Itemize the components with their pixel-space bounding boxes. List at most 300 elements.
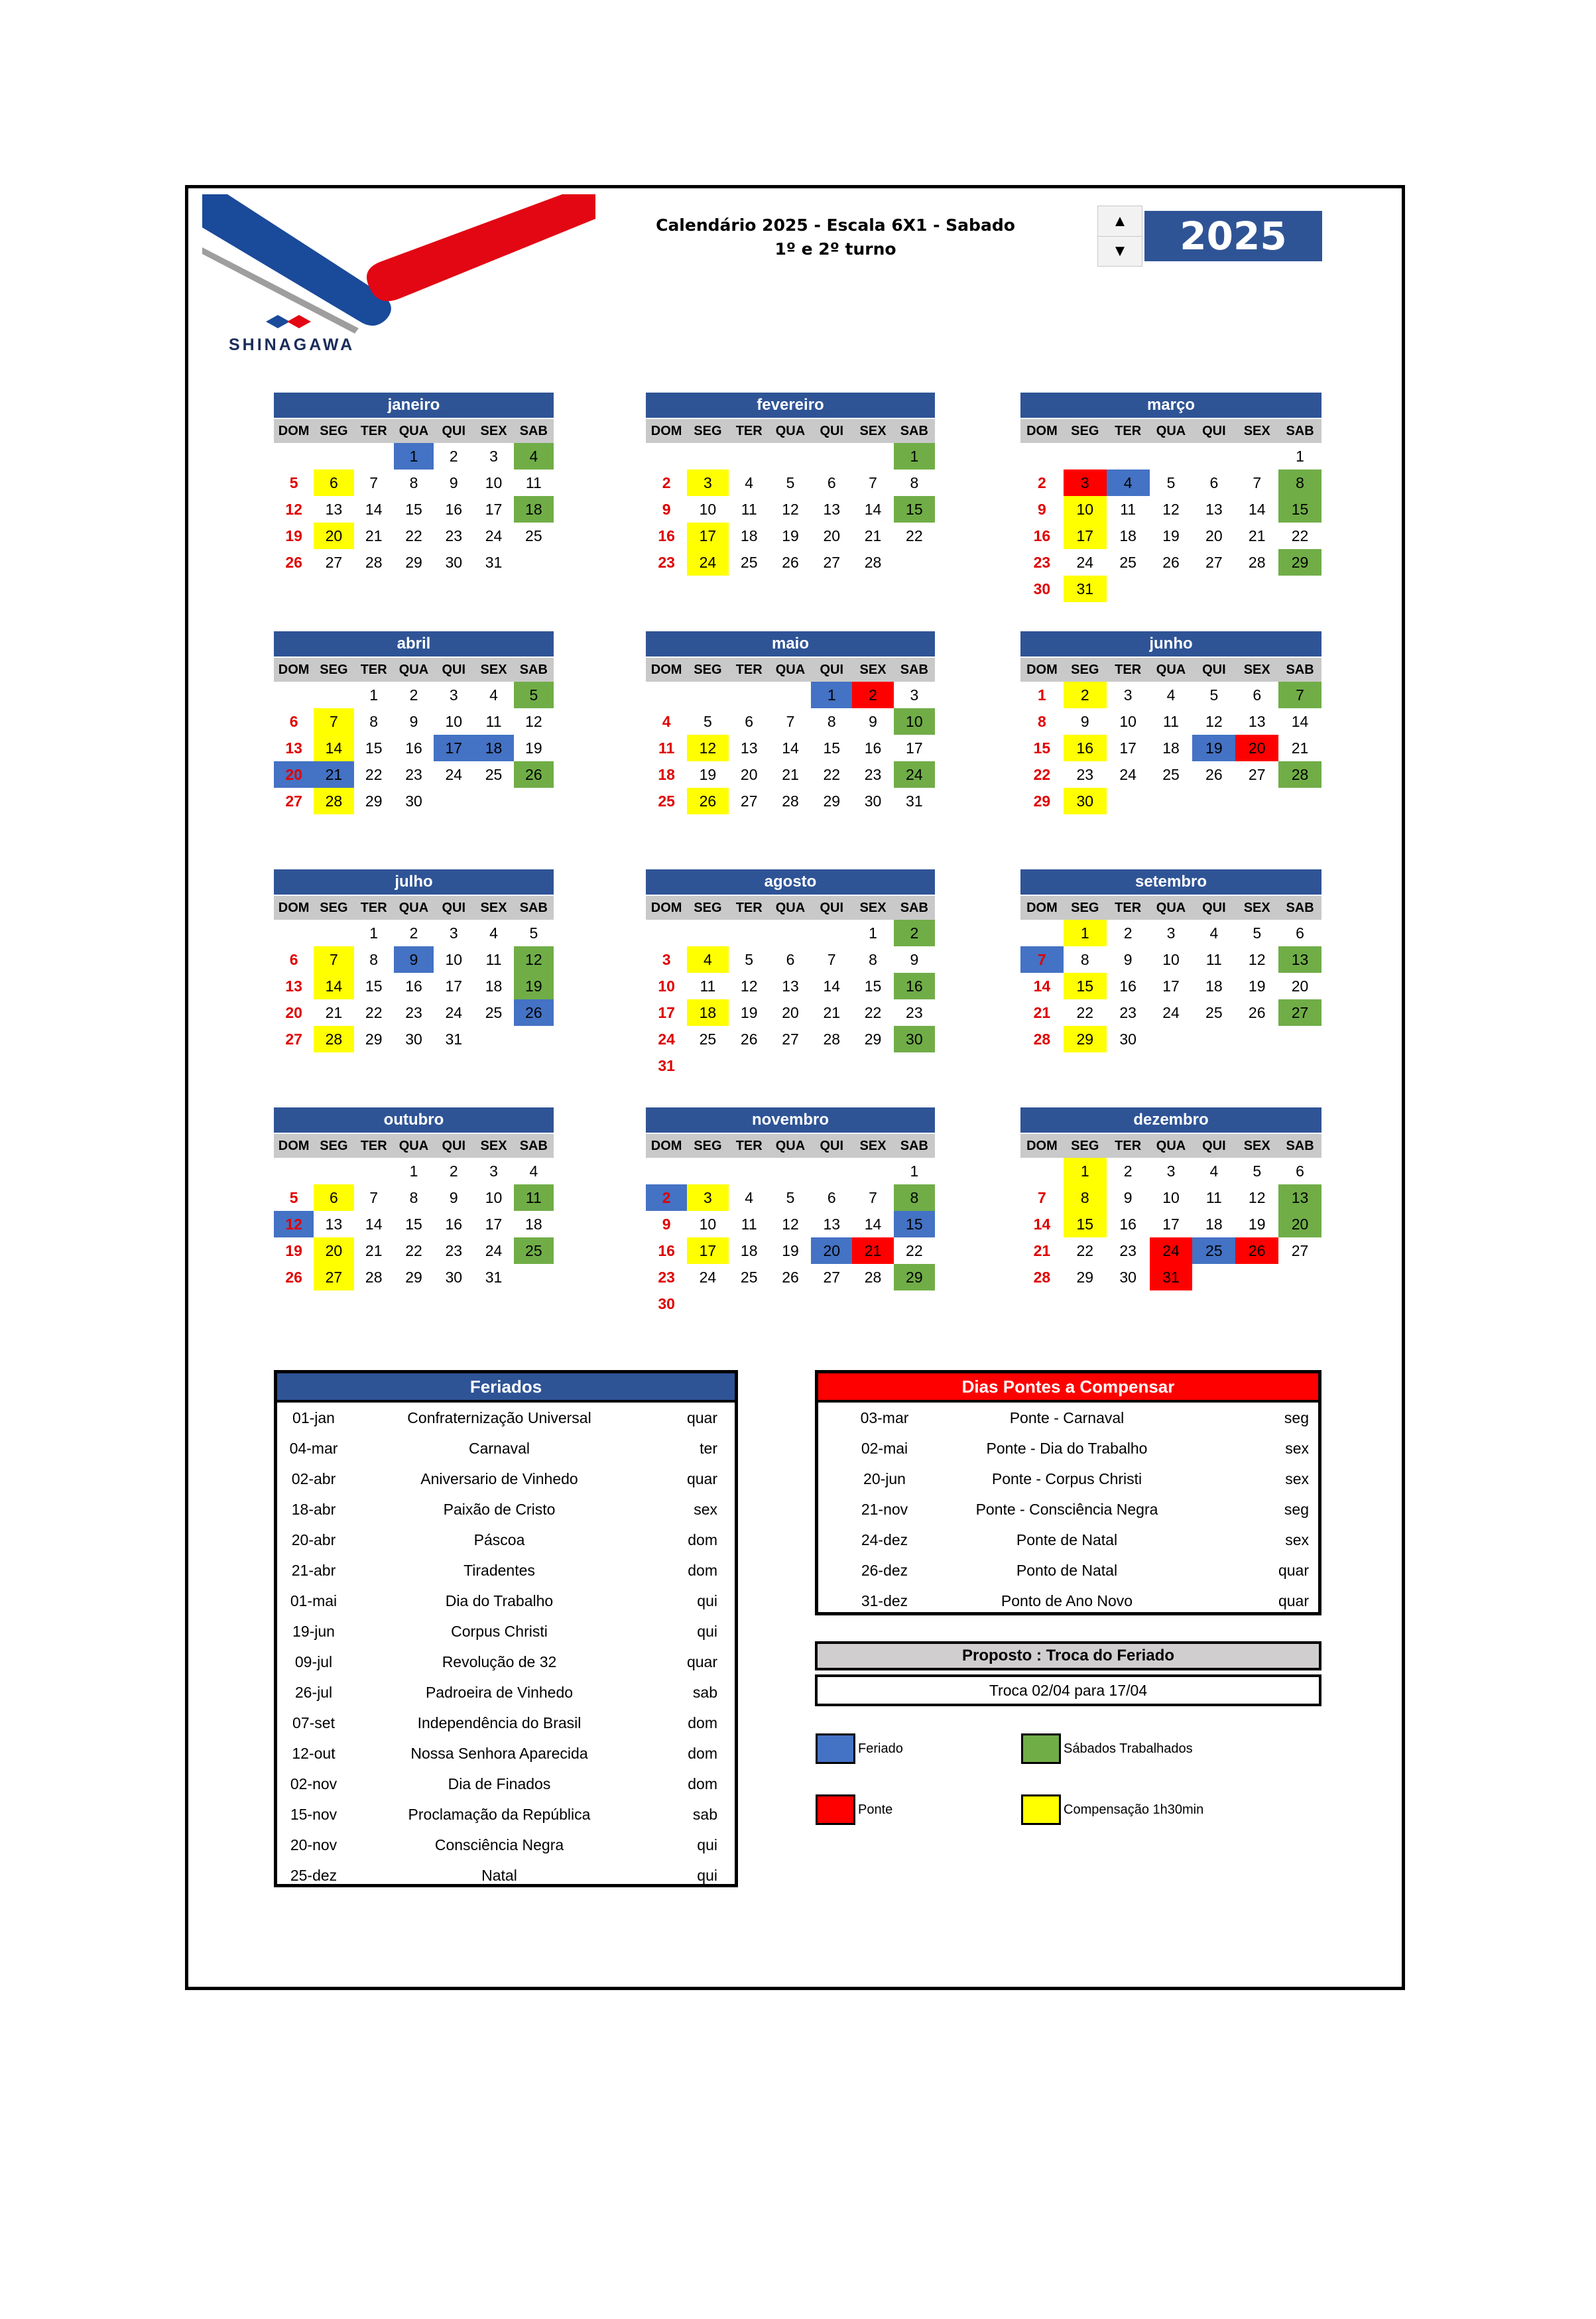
day-cell[interactable]: 2 (1123, 1162, 1133, 1180)
day-cell[interactable]: 13 (740, 739, 758, 757)
day-cell[interactable]: 25 (1205, 1003, 1223, 1021)
day-cell[interactable]: 16 (1119, 1215, 1136, 1233)
day-cell[interactable]: 18 (473, 735, 513, 761)
day-cell[interactable]: 13 (285, 739, 302, 757)
day-cell[interactable]: 9 (1123, 950, 1133, 968)
day-cell[interactable]: 3 (1166, 1162, 1176, 1180)
day-cell[interactable]: 21 (325, 1003, 343, 1021)
day-cell[interactable]: 7 (1038, 1188, 1046, 1206)
day-cell[interactable]: 5 (1209, 686, 1219, 704)
day-cell[interactable]: 24 (1119, 765, 1136, 783)
day-cell[interactable]: 2 (409, 686, 418, 704)
day-cell[interactable]: 2 (1064, 682, 1107, 708)
day-cell[interactable]: 6 (314, 1184, 353, 1211)
day-cell[interactable]: 14 (314, 973, 353, 999)
day-cell[interactable]: 1 (910, 1162, 919, 1180)
day-cell[interactable]: 8 (1080, 950, 1089, 968)
day-cell[interactable]: 17 (687, 1237, 728, 1264)
day-cell[interactable]: 9 (394, 946, 434, 973)
day-cell[interactable]: 10 (1119, 712, 1136, 730)
day-cell[interactable]: 1 (369, 924, 379, 942)
day-cell[interactable]: 3 (687, 1184, 728, 1211)
day-cell[interactable]: 28 (1033, 1268, 1051, 1286)
day-cell[interactable]: 28 (782, 792, 799, 810)
day-cell[interactable]: 27 (325, 553, 343, 571)
day-cell[interactable]: 17 (1162, 977, 1180, 995)
day-cell[interactable]: 7 (314, 708, 353, 735)
day-cell[interactable]: 10 (445, 712, 463, 730)
day-cell[interactable]: 17 (485, 500, 503, 518)
day-cell[interactable]: 17 (485, 1215, 503, 1233)
day-cell[interactable]: 3 (1064, 470, 1107, 496)
day-cell[interactable]: 3 (687, 470, 728, 496)
day-cell[interactable]: 9 (409, 712, 418, 730)
day-cell[interactable]: 16 (1033, 527, 1051, 544)
day-cell[interactable]: 18 (525, 1215, 542, 1233)
day-cell[interactable]: 19 (514, 973, 554, 999)
day-cell[interactable]: 9 (1038, 500, 1046, 518)
day-cell[interactable]: 9 (869, 712, 877, 730)
day-cell[interactable]: 30 (1119, 1030, 1136, 1048)
day-cell[interactable]: 12 (514, 946, 554, 973)
day-cell[interactable]: 1 (1064, 920, 1107, 946)
day-cell[interactable]: 9 (449, 1188, 458, 1206)
day-cell[interactable]: 29 (823, 792, 841, 810)
day-cell[interactable]: 10 (485, 1188, 503, 1206)
day-cell[interactable]: 15 (823, 739, 841, 757)
day-cell[interactable]: 18 (1162, 739, 1180, 757)
day-cell[interactable]: 23 (445, 527, 463, 544)
day-cell[interactable]: 13 (782, 977, 799, 995)
day-cell[interactable]: 26 (285, 553, 302, 571)
day-cell[interactable]: 21 (852, 1237, 893, 1264)
day-cell[interactable]: 23 (405, 1003, 422, 1021)
day-cell[interactable]: 19 (740, 1003, 758, 1021)
day-cell[interactable]: 6 (289, 950, 298, 968)
day-cell[interactable]: 24 (445, 1003, 463, 1021)
day-cell[interactable]: 28 (365, 553, 383, 571)
day-cell[interactable]: 5 (289, 1188, 298, 1206)
day-cell[interactable]: 4 (489, 924, 498, 942)
day-cell[interactable]: 30 (658, 1294, 675, 1312)
day-cell[interactable]: 16 (445, 500, 463, 518)
day-cell[interactable]: 21 (314, 761, 353, 788)
day-cell[interactable]: 10 (1162, 950, 1180, 968)
day-cell[interactable]: 22 (823, 765, 841, 783)
day-cell[interactable]: 22 (1291, 527, 1309, 544)
day-cell[interactable]: 25 (740, 1268, 758, 1286)
day-cell[interactable]: 23 (1076, 765, 1094, 783)
day-cell[interactable]: 19 (1192, 735, 1235, 761)
day-cell[interactable]: 26 (514, 761, 554, 788)
day-cell[interactable]: 26 (782, 553, 799, 571)
day-cell[interactable]: 27 (1278, 999, 1321, 1026)
day-cell[interactable]: 7 (314, 946, 353, 973)
day-cell[interactable]: 8 (827, 712, 836, 730)
day-cell[interactable]: 31 (485, 553, 503, 571)
day-cell[interactable]: 25 (485, 765, 503, 783)
day-cell[interactable]: 12 (1205, 712, 1223, 730)
day-cell[interactable]: 14 (864, 1215, 882, 1233)
day-cell[interactable]: 19 (525, 739, 542, 757)
day-cell[interactable]: 30 (445, 1268, 463, 1286)
day-cell[interactable]: 24 (687, 549, 728, 576)
day-cell[interactable]: 15 (405, 1215, 422, 1233)
day-cell[interactable]: 15 (1033, 739, 1051, 757)
day-cell[interactable]: 4 (687, 946, 728, 973)
day-cell[interactable]: 25 (1162, 765, 1180, 783)
day-cell[interactable]: 5 (1166, 473, 1176, 491)
day-cell[interactable]: 7 (869, 473, 877, 491)
day-cell[interactable]: 24 (894, 761, 935, 788)
day-cell[interactable]: 27 (1291, 1241, 1309, 1259)
day-cell[interactable]: 24 (1162, 1003, 1180, 1021)
day-cell[interactable]: 17 (434, 735, 473, 761)
day-cell[interactable]: 23 (445, 1241, 463, 1259)
day-cell[interactable]: 15 (864, 977, 882, 995)
day-cell[interactable]: 8 (369, 950, 379, 968)
day-cell[interactable]: 12 (782, 500, 799, 518)
day-cell[interactable]: 9 (662, 1215, 671, 1233)
day-cell[interactable]: 2 (1038, 473, 1046, 491)
day-cell[interactable]: 16 (1064, 735, 1107, 761)
day-cell[interactable]: 25 (740, 553, 758, 571)
day-cell[interactable]: 21 (864, 527, 882, 544)
day-cell[interactable]: 5 (1253, 1162, 1262, 1180)
day-cell[interactable]: 6 (1296, 1162, 1304, 1180)
day-cell[interactable]: 19 (782, 527, 799, 544)
day-cell[interactable]: 26 (1235, 1237, 1278, 1264)
day-cell[interactable]: 4 (529, 1162, 538, 1180)
day-cell[interactable]: 4 (1209, 1162, 1219, 1180)
day-cell[interactable]: 13 (325, 500, 343, 518)
day-cell[interactable]: 7 (869, 1188, 877, 1206)
day-cell[interactable]: 1 (369, 686, 379, 704)
day-cell[interactable]: 5 (745, 950, 754, 968)
day-cell[interactable]: 3 (662, 950, 671, 968)
day-cell[interactable]: 26 (687, 788, 728, 814)
day-cell[interactable]: 20 (811, 1237, 852, 1264)
day-cell[interactable]: 19 (699, 765, 717, 783)
day-cell[interactable]: 18 (740, 527, 758, 544)
day-cell[interactable]: 14 (365, 500, 383, 518)
year-spinner[interactable] (1097, 206, 1142, 267)
day-cell[interactable]: 8 (910, 473, 919, 491)
day-cell[interactable]: 27 (740, 792, 758, 810)
day-cell[interactable]: 20 (1205, 527, 1223, 544)
day-cell[interactable]: 22 (405, 1241, 422, 1259)
day-cell[interactable]: 24 (1150, 1237, 1193, 1264)
spinner-up-icon[interactable]: ▲ (1098, 206, 1142, 237)
day-cell[interactable]: 9 (449, 473, 458, 491)
day-cell[interactable]: 16 (658, 1241, 675, 1259)
day-cell[interactable]: 5 (786, 1188, 795, 1206)
day-cell[interactable]: 1 (1038, 686, 1046, 704)
day-cell[interactable]: 14 (1033, 977, 1051, 995)
day-cell[interactable]: 18 (485, 977, 503, 995)
day-cell[interactable]: 25 (525, 527, 542, 544)
day-cell[interactable]: 8 (1038, 712, 1046, 730)
day-cell[interactable]: 12 (285, 500, 302, 518)
day-cell[interactable]: 25 (658, 792, 675, 810)
day-cell[interactable]: 22 (1076, 1241, 1094, 1259)
day-cell[interactable]: 27 (1248, 765, 1266, 783)
day-cell[interactable]: 29 (1064, 1026, 1107, 1052)
day-cell[interactable]: 7 (1253, 473, 1262, 491)
day-cell[interactable]: 23 (1033, 553, 1051, 571)
day-cell[interactable]: 6 (827, 473, 836, 491)
day-cell[interactable]: 22 (906, 1241, 923, 1259)
day-cell[interactable]: 29 (365, 792, 383, 810)
day-cell[interactable]: 21 (1291, 739, 1309, 757)
day-cell[interactable]: 8 (369, 712, 379, 730)
day-cell[interactable]: 2 (852, 682, 893, 708)
day-cell[interactable]: 29 (894, 1264, 935, 1290)
day-cell[interactable]: 11 (514, 1184, 554, 1211)
day-cell[interactable]: 27 (1205, 553, 1223, 571)
day-cell[interactable]: 18 (658, 765, 675, 783)
day-cell[interactable]: 25 (699, 1030, 717, 1048)
day-cell[interactable]: 26 (782, 1268, 799, 1286)
day-cell[interactable]: 22 (1033, 765, 1051, 783)
day-cell[interactable]: 27 (823, 1268, 841, 1286)
day-cell[interactable]: 15 (894, 496, 935, 523)
day-cell[interactable]: 22 (864, 1003, 882, 1021)
day-cell[interactable]: 28 (365, 1268, 383, 1286)
day-cell[interactable]: 14 (314, 735, 353, 761)
day-cell[interactable]: 26 (514, 999, 554, 1026)
day-cell[interactable]: 10 (894, 708, 935, 735)
day-cell[interactable]: 2 (646, 1184, 687, 1211)
day-cell[interactable]: 10 (1162, 1188, 1180, 1206)
day-cell[interactable]: 16 (405, 739, 422, 757)
day-cell[interactable]: 29 (365, 1030, 383, 1048)
day-cell[interactable]: 11 (741, 500, 757, 518)
day-cell[interactable]: 6 (827, 1188, 836, 1206)
day-cell[interactable]: 12 (687, 735, 728, 761)
day-cell[interactable]: 13 (1205, 500, 1223, 518)
day-cell[interactable]: 17 (906, 739, 923, 757)
day-cell[interactable]: 12 (1248, 1188, 1266, 1206)
day-cell[interactable]: 5 (289, 473, 298, 491)
day-cell[interactable]: 12 (1162, 500, 1180, 518)
day-cell[interactable]: 23 (906, 1003, 923, 1021)
day-cell[interactable]: 29 (405, 553, 422, 571)
day-cell[interactable]: 17 (1162, 1215, 1180, 1233)
day-cell[interactable]: 11 (485, 950, 502, 968)
day-cell[interactable]: 1 (1296, 447, 1304, 465)
day-cell[interactable]: 20 (782, 1003, 799, 1021)
day-cell[interactable]: 24 (485, 527, 503, 544)
day-cell[interactable]: 16 (864, 739, 882, 757)
day-cell[interactable]: 5 (529, 924, 538, 942)
day-cell[interactable]: 18 (1119, 527, 1136, 544)
day-cell[interactable]: 8 (1278, 470, 1321, 496)
day-cell[interactable]: 29 (1076, 1268, 1094, 1286)
day-cell[interactable]: 26 (1248, 1003, 1266, 1021)
day-cell[interactable]: 23 (658, 553, 675, 571)
day-cell[interactable]: 10 (1064, 496, 1107, 523)
day-cell[interactable]: 31 (1150, 1264, 1193, 1290)
day-cell[interactable]: 31 (485, 1268, 503, 1286)
day-cell[interactable]: 20 (274, 761, 314, 788)
day-cell[interactable]: 30 (405, 792, 422, 810)
day-cell[interactable]: 12 (525, 712, 542, 730)
day-cell[interactable]: 17 (1064, 523, 1107, 549)
day-cell[interactable]: 17 (445, 977, 463, 995)
day-cell[interactable]: 27 (285, 1030, 302, 1048)
day-cell[interactable]: 8 (869, 950, 877, 968)
day-cell[interactable]: 2 (1123, 924, 1133, 942)
day-cell[interactable]: 7 (369, 1188, 379, 1206)
day-cell[interactable]: 25 (1192, 1237, 1235, 1264)
day-cell[interactable]: 1 (811, 682, 852, 708)
day-cell[interactable]: 30 (864, 792, 882, 810)
day-cell[interactable]: 3 (1123, 686, 1133, 704)
day-cell[interactable]: 11 (1163, 712, 1179, 730)
day-cell[interactable]: 23 (1119, 1003, 1136, 1021)
day-cell[interactable]: 7 (1020, 946, 1064, 973)
day-cell[interactable]: 4 (745, 1188, 754, 1206)
day-cell[interactable]: 4 (489, 686, 498, 704)
day-cell[interactable]: 29 (864, 1030, 882, 1048)
day-cell[interactable]: 27 (314, 1264, 353, 1290)
day-cell[interactable]: 20 (1278, 1211, 1321, 1237)
day-cell[interactable]: 21 (365, 1241, 383, 1259)
day-cell[interactable]: 14 (1291, 712, 1309, 730)
day-cell[interactable]: 29 (405, 1268, 422, 1286)
day-cell[interactable]: 11 (525, 473, 542, 491)
day-cell[interactable]: 3 (1166, 924, 1176, 942)
day-cell[interactable]: 1 (869, 924, 877, 942)
day-cell[interactable]: 10 (445, 950, 463, 968)
day-cell[interactable]: 2 (662, 473, 671, 491)
day-cell[interactable]: 17 (1119, 739, 1136, 757)
day-cell[interactable]: 15 (405, 500, 422, 518)
day-cell[interactable]: 20 (1235, 735, 1278, 761)
day-cell[interactable]: 13 (1278, 1184, 1321, 1211)
day-cell[interactable]: 28 (864, 1268, 882, 1286)
day-cell[interactable]: 8 (409, 473, 418, 491)
day-cell[interactable]: 24 (658, 1030, 675, 1048)
day-cell[interactable]: 20 (285, 1003, 302, 1021)
day-cell[interactable]: 4 (662, 712, 671, 730)
day-cell[interactable]: 2 (449, 1162, 458, 1180)
day-cell[interactable]: 26 (1162, 553, 1180, 571)
day-cell[interactable]: 25 (1119, 553, 1136, 571)
day-cell[interactable]: 15 (894, 1211, 935, 1237)
day-cell[interactable]: 28 (314, 1026, 353, 1052)
day-cell[interactable]: 19 (285, 527, 302, 544)
day-cell[interactable]: 31 (1064, 576, 1107, 602)
day-cell[interactable]: 11 (1120, 500, 1136, 518)
day-cell[interactable]: 18 (740, 1241, 758, 1259)
day-cell[interactable]: 8 (409, 1188, 418, 1206)
day-cell[interactable]: 30 (1033, 580, 1051, 597)
day-cell[interactable]: 16 (894, 973, 935, 999)
day-cell[interactable]: 10 (485, 473, 503, 491)
day-cell[interactable]: 10 (699, 1215, 717, 1233)
day-cell[interactable]: 1 (394, 443, 434, 470)
day-cell[interactable]: 3 (489, 447, 498, 465)
day-cell[interactable]: 18 (687, 999, 728, 1026)
day-cell[interactable]: 27 (782, 1030, 799, 1048)
day-cell[interactable]: 31 (445, 1030, 463, 1048)
day-cell[interactable]: 26 (740, 1030, 758, 1048)
day-cell[interactable]: 7 (827, 950, 836, 968)
day-cell[interactable]: 18 (514, 496, 554, 523)
day-cell[interactable]: 16 (405, 977, 422, 995)
day-cell[interactable]: 6 (314, 470, 353, 496)
day-cell[interactable]: 30 (405, 1030, 422, 1048)
day-cell[interactable]: 23 (1119, 1241, 1136, 1259)
day-cell[interactable]: 27 (823, 553, 841, 571)
day-cell[interactable]: 19 (1162, 527, 1180, 544)
day-cell[interactable]: 13 (1278, 946, 1321, 973)
day-cell[interactable]: 22 (365, 1003, 383, 1021)
day-cell[interactable]: 4 (1166, 686, 1176, 704)
day-cell[interactable]: 19 (285, 1241, 302, 1259)
day-cell[interactable]: 15 (1064, 973, 1107, 999)
day-cell[interactable]: 11 (1205, 950, 1222, 968)
day-cell[interactable]: 27 (285, 792, 302, 810)
day-cell[interactable]: 21 (823, 1003, 841, 1021)
day-cell[interactable]: 25 (485, 1003, 503, 1021)
day-cell[interactable]: 8 (894, 1184, 935, 1211)
day-cell[interactable]: 21 (782, 765, 799, 783)
day-cell[interactable]: 1 (894, 443, 935, 470)
day-cell[interactable]: 31 (906, 792, 923, 810)
day-cell[interactable]: 12 (740, 977, 758, 995)
day-cell[interactable]: 14 (1033, 1215, 1051, 1233)
day-cell[interactable]: 3 (449, 924, 458, 942)
day-cell[interactable]: 10 (699, 500, 717, 518)
day-cell[interactable]: 16 (445, 1215, 463, 1233)
day-cell[interactable]: 30 (1119, 1268, 1136, 1286)
day-cell[interactable]: 7 (786, 712, 795, 730)
day-cell[interactable]: 29 (1033, 792, 1051, 810)
day-cell[interactable]: 14 (1248, 500, 1266, 518)
day-cell[interactable]: 23 (864, 765, 882, 783)
day-cell[interactable]: 1 (409, 1162, 418, 1180)
day-cell[interactable]: 3 (489, 1162, 498, 1180)
day-cell[interactable]: 20 (314, 523, 353, 549)
day-cell[interactable]: 15 (365, 739, 383, 757)
day-cell[interactable]: 20 (314, 1237, 353, 1264)
day-cell[interactable]: 13 (325, 1215, 343, 1233)
day-cell[interactable]: 16 (658, 527, 675, 544)
day-cell[interactable]: 21 (1248, 527, 1266, 544)
day-cell[interactable]: 25 (514, 1237, 554, 1264)
day-cell[interactable]: 28 (1248, 553, 1266, 571)
day-cell[interactable]: 8 (1064, 1184, 1107, 1211)
day-cell[interactable]: 5 (1253, 924, 1262, 942)
day-cell[interactable]: 30 (894, 1026, 935, 1052)
day-cell[interactable]: 30 (1064, 788, 1107, 814)
day-cell[interactable]: 31 (658, 1056, 675, 1074)
day-cell[interactable]: 11 (741, 1215, 757, 1233)
day-cell[interactable]: 5 (514, 682, 554, 708)
day-cell[interactable]: 4 (1107, 470, 1150, 496)
day-cell[interactable]: 15 (1278, 496, 1321, 523)
day-cell[interactable]: 19 (782, 1241, 799, 1259)
day-cell[interactable]: 23 (658, 1268, 675, 1286)
day-cell[interactable]: 19 (1248, 977, 1266, 995)
day-cell[interactable]: 7 (369, 473, 379, 491)
day-cell[interactable]: 6 (289, 712, 298, 730)
day-cell[interactable]: 30 (445, 553, 463, 571)
day-cell[interactable]: 26 (1205, 765, 1223, 783)
